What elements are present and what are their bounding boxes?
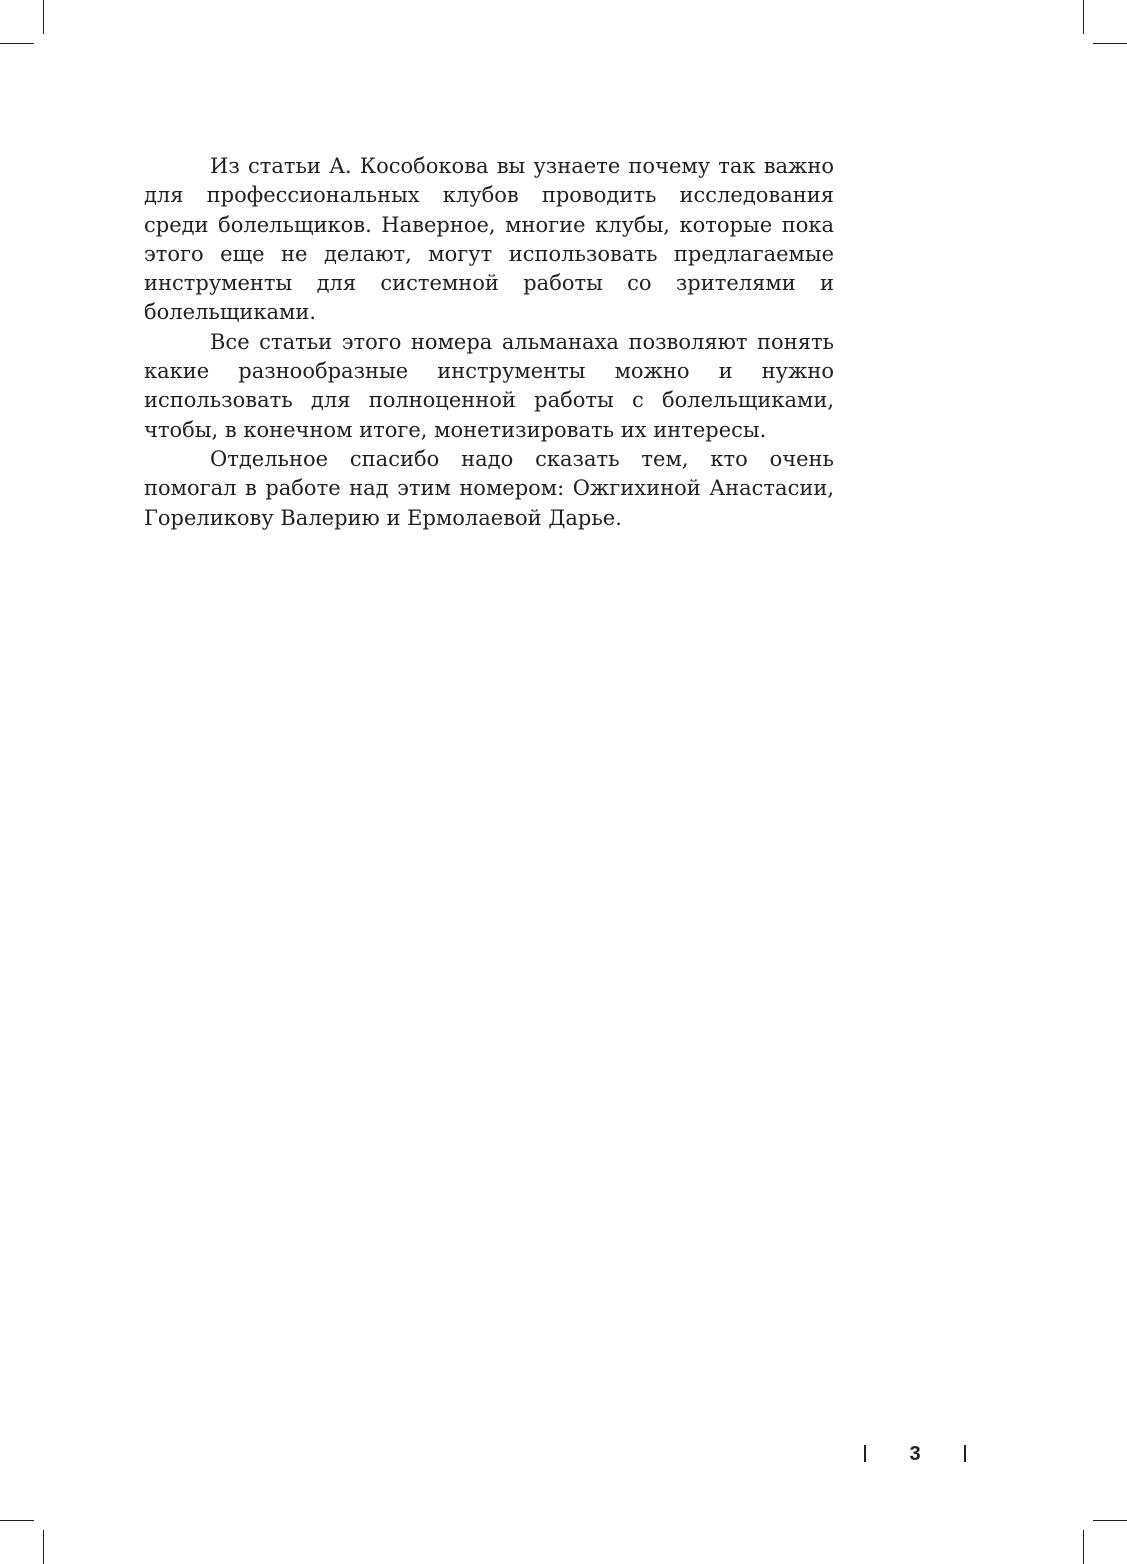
paragraph-1: Из статьи А. Кособокова вы узнаете почему так важно для профессиональных клубов проводить исследования среди болельщиков. Наверное, многие клубы, которые пока этого еще не делают, могут использовать предлагаемые инструменты для системной работы со зрителями и болельщиками. [144, 154, 834, 325]
crop-mark-bottom-left-horizontal [0, 1520, 34, 1521]
paragraph-3: Отдельное спасибо надо сказать тем, кто очень помогал в работе над этим номером: Ожгихиной Анастасии, Гореликову Валерию и Ермолаевой Дарье. [144, 446, 834, 530]
crop-mark-top-right-vertical [1083, 0, 1084, 34]
crop-mark-bottom-right-horizontal [1093, 1520, 1127, 1521]
paragraph-2: Все статьи этого номера альманаха позволяют понять какие разнообразные инструменты можно и нужно использовать для полноценной работы с болельщиками, чтобы, в конечном итоге, монетизировать их интересы. [144, 329, 834, 442]
crop-mark-bottom-right-vertical [1083, 1530, 1084, 1564]
crop-mark-top-left-vertical [43, 0, 44, 34]
crop-mark-bottom-left-vertical [43, 1530, 44, 1564]
body-text [144, 152, 834, 533]
crop-mark-top-left-horizontal [0, 43, 34, 44]
page-folio [864, 1441, 966, 1467]
page-number: 3 [909, 1443, 921, 1465]
crop-mark-top-right-horizontal [1093, 43, 1127, 44]
folio-right-bar [964, 1445, 966, 1462]
